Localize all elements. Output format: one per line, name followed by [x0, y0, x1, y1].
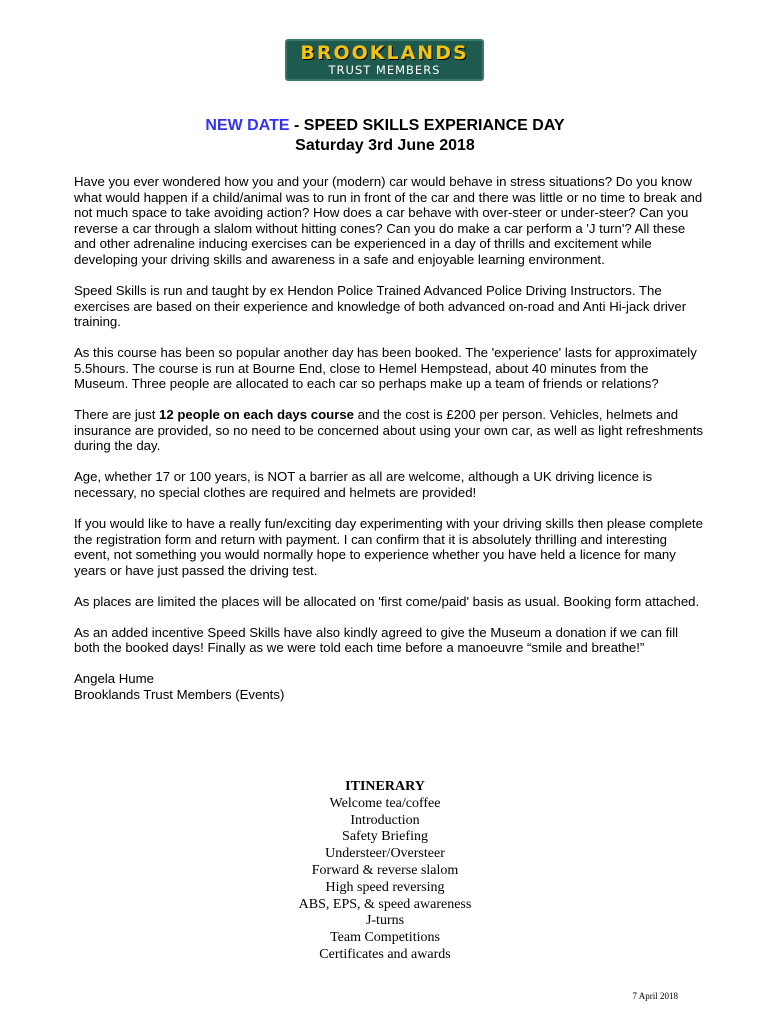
itinerary-item: Understeer/Oversteer [325, 846, 445, 862]
itinerary-item: J-turns [365, 913, 405, 929]
paragraph-cost [74, 407, 704, 454]
itinerary-item: Safety Briefing [342, 829, 428, 845]
itinerary-item: Welcome tea/coffee [329, 795, 441, 811]
signature-name: Angela Hume [74, 671, 154, 687]
capacity-bold: 12 people on each days course [159, 407, 354, 423]
itinerary-item: Forward & reverse slalom [311, 862, 459, 878]
itinerary [0, 779, 770, 964]
paragraph-age: Age, whether 17 or 100 years, is NOT a barrier as all are welcome, although a UK driving licence is necessary, no special clothes are required and helmets are provided! [74, 469, 653, 501]
paragraph-incentive: As an added incentive Speed Skills have also kindly agreed to give the Museum a donation if we can fill both the booked days! Finally as we were told each time before a manoeuvre “smile and breathe!” [74, 624, 679, 656]
paragraph-register: If you would like to have a really fun/exciting day experimenting with your driving skills then please complete the registration form and return with payment. I can confirm that it is absolutely thrilling and interesting event, not something you would normally hope to experience whether you have held a licence for many years or have just passed the driving test. [74, 516, 703, 578]
logo-line-1: BROOKLANDS [300, 42, 469, 64]
cost-text-a: There are just [74, 407, 160, 423]
footer-date: 7 April 2018 [632, 991, 678, 1001]
brooklands-logo [285, 39, 484, 81]
cost-text-b: and the cost is £200 per person. Vehicles, helmets and insurance are provided, so no need to be concerned about using your own car, as well as light refreshments during the day. [74, 407, 703, 454]
itinerary-item: Introduction [350, 812, 420, 828]
paragraph-places: As places are limited the places will be allocated on 'first come/paid' basis as usual. Booking form attached. [74, 593, 700, 609]
paragraph-instructors: Speed Skills is run and taught by ex Hendon Police Trained Advanced Police Driving Instructors. The exercises are based on their experience and knowledge of both advanced on-road and Anti Hi-jack driver training. [74, 282, 687, 330]
itinerary-item: Team Competitions [330, 930, 440, 946]
event-date: Saturday 3rd June 2018 [295, 137, 475, 154]
page-title [0, 117, 770, 135]
itinerary-heading: ITINERARY [345, 779, 425, 794]
itinerary-item: Certificates and awards [319, 946, 451, 962]
paragraph-intro: Have you ever wondered how you and your (modern) car would behave in stress situations? Do you know what would happen if a child/animal was to run in front of the car and there was little or no time to break and not much space to take avoiding action? How does a car behave with over-steer or under-steer? Can you reverse a car through a slalom without hitting cones? Can you do make a car perform a 'J turn'? All these and other adrenaline inducing exercises can be experienced in a day of thrills and excitement while developing your driving skills and awareness in a safe and enjoyable learning environment. [74, 174, 703, 267]
title-text: - SPEED SKILLS EXPERIANCE DAY [289, 117, 565, 134]
signature [74, 671, 704, 702]
letter-body [74, 174, 704, 703]
logo-line-2: TRUST MEMBERS [328, 63, 441, 77]
paragraph-course-info: As this course has been so popular another day has been booked. The 'experience' lasts for approximately 5.5hours. The course is run at Bourne End, close to Hemel Hempstead, about 40 minutes from the Museum. Three people are allocated to each car so perhaps make up a team of friends or relations? [74, 345, 697, 392]
itinerary-item: High speed reversing [325, 879, 445, 895]
new-date-label: NEW DATE [205, 117, 290, 134]
itinerary-item: ABS, EPS, & speed awareness [298, 896, 472, 912]
signature-org: Brooklands Trust Members (Events) [74, 686, 285, 702]
